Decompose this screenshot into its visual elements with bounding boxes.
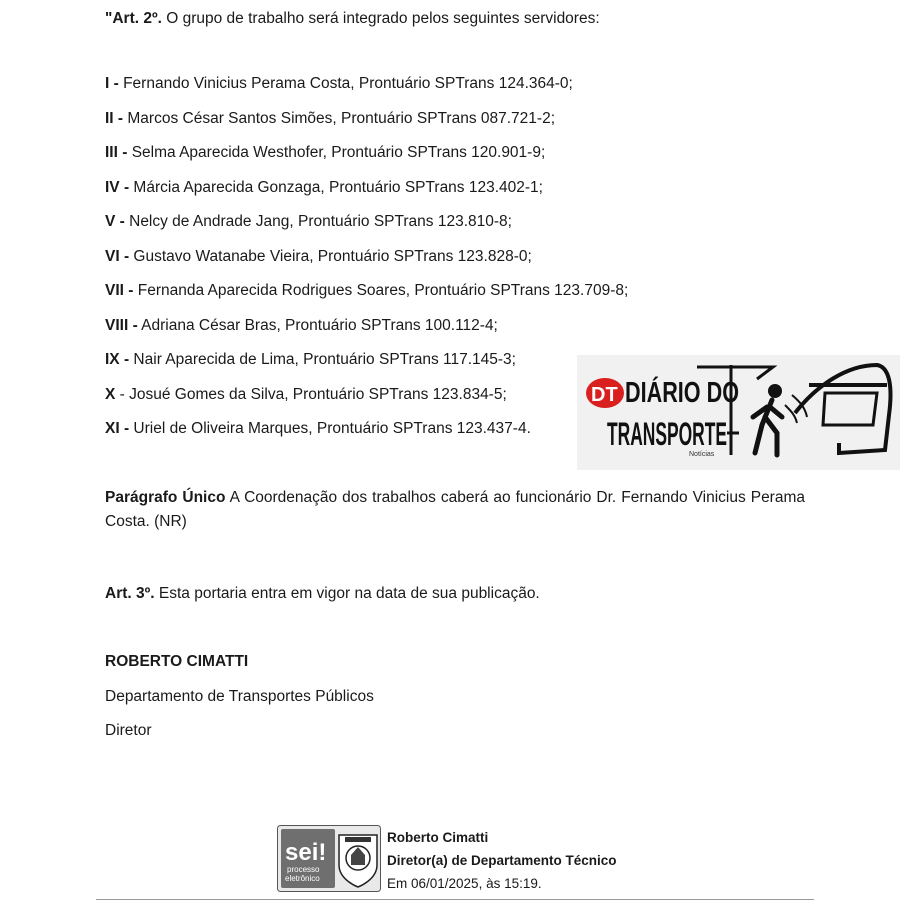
list-item (105, 247, 628, 282)
paragrafo-unico (105, 486, 805, 534)
item-text: Adriana César Bras, Prontuário SPTrans 100.112-4; (137, 316, 498, 334)
paragrafo-label: Parágrafo Único (105, 489, 226, 506)
item-text: Uriel de Oliveira Marques, Prontuário SPTrans 123.437-4. (129, 420, 531, 437)
art3-label: Art. 3º. (105, 585, 155, 602)
art2-text: O grupo de trabalho será integrado pelos seguintes servidores: (161, 10, 600, 27)
item-text: Fernanda Aparecida Rodrigues Soares, Prontuário SPTrans 123.709-8; (133, 282, 629, 299)
item-text: - Josué Gomes da Silva, Prontuário SPTrans 123.834-5; (115, 385, 507, 403)
signatory-department: Departamento de Transportes Públicos (105, 688, 374, 705)
item-number: VIII - (105, 316, 138, 334)
signatory-name: ROBERTO CIMATTI (105, 653, 249, 670)
item-text: Nair Aparecida de Lima, Prontuário SPTrans 117.145-3; (129, 351, 516, 368)
list-item (105, 178, 628, 213)
list-item (105, 212, 628, 247)
item-number: III - (105, 144, 128, 161)
art2-line (105, 9, 600, 29)
item-number: VII - (105, 282, 134, 299)
item-number: II - (105, 109, 124, 127)
item-text: Fernando Vinicius Perama Costa, Prontuário SPTrans 124.364-0; (118, 75, 573, 92)
logo-dt: DT (591, 384, 618, 406)
sei-sub1: processo (287, 865, 320, 874)
sei-text: sei! (285, 839, 327, 866)
item-number: I - (105, 75, 119, 92)
sig-date: Em 06/01/2025, às 15:19. (387, 876, 542, 891)
bottom-divider (96, 899, 814, 900)
list-item (105, 143, 628, 178)
logo-sub: Notícias (689, 451, 715, 458)
logo-line1: DIÁRIO DO (625, 377, 779, 409)
item-text: Gustavo Watanabe Vieira, Prontuário SPTrans 123.828-0; (129, 247, 532, 265)
sig-name: Roberto Cimatti (387, 830, 489, 845)
item-text: Selma Aparecida Westhofer, Prontuário SPTrans 120.901-9; (127, 144, 546, 161)
art2-label: "Art. 2º. (105, 10, 162, 27)
item-number: IX - (105, 351, 130, 368)
item-number: X (105, 385, 116, 403)
list-item (105, 281, 628, 316)
city-seal-icon (339, 835, 377, 887)
item-number: V - (105, 213, 125, 230)
list-item (105, 74, 628, 109)
item-number: IV - (105, 178, 130, 196)
member-list (105, 74, 628, 454)
sei-logo-icon (277, 825, 381, 892)
list-item (105, 419, 628, 454)
art3-text: Esta portaria entra em vigor na data de sua publicação. (154, 585, 540, 602)
item-number: XI - (105, 420, 130, 437)
item-number: VI - (105, 247, 130, 265)
list-item (105, 109, 628, 144)
item-text: Nelcy de Andrade Jang, Prontuário SPTrans 123.810-8; (124, 213, 512, 230)
art3-line (105, 584, 540, 604)
sei-sub2: eletrônico (285, 874, 320, 883)
sig-role: Diretor(a) de Departamento Técnico (387, 853, 617, 868)
logo-line2: TRANSPORTE (607, 416, 727, 452)
list-item (105, 385, 628, 420)
signatory-role: Diretor (105, 722, 152, 739)
list-item (105, 316, 628, 351)
paragrafo-text: A Coordenação dos trabalhos caberá ao funcionário Dr. Fernando Vinicius Perama Costa. (NR) (105, 489, 806, 530)
item-text: Marcos César Santos Simões, Prontuário SPTrans 087.721-2; (123, 109, 555, 127)
list-item (105, 350, 628, 385)
diario-do-transporte-logo-icon (577, 355, 900, 470)
item-text: Márcia Aparecida Gonzaga, Prontuário SPTrans 123.402-1; (129, 178, 543, 196)
